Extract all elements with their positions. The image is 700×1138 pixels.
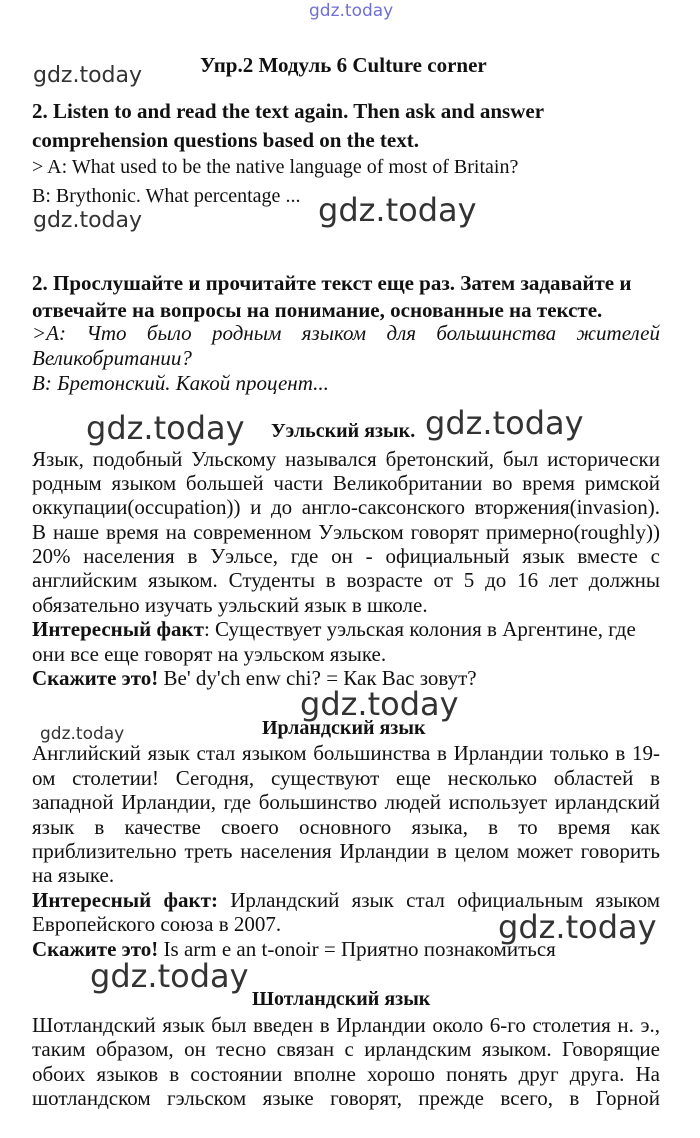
watermark: gdz.today bbox=[40, 724, 125, 744]
irish-line: Английский язык стал языком большинства в Ирландии только в 19- bbox=[32, 741, 660, 765]
english-task-line-2: comprehension questions based on the text. bbox=[32, 128, 419, 152]
welsh-line: оккупации(occupation)) и до англо-саксонского вторжения(invasion). bbox=[32, 495, 660, 519]
irish-fact bbox=[32, 888, 660, 913]
watermark: gdz.today bbox=[300, 685, 459, 723]
irish-line: западной Ирландии, где большинство людей использует ирландский bbox=[32, 790, 660, 814]
watermark: gdz.today bbox=[33, 208, 143, 233]
page-title: Упр.2 Модуль 6 Culture corner bbox=[200, 53, 487, 77]
welsh-line: родным языком большей части Великобритании во время римской bbox=[32, 471, 660, 495]
welsh-say-text: Be' dy'ch enw chi? = Как Вас зовут? bbox=[158, 666, 477, 690]
irish-fact-text: Ирландский язык стал официальным языком bbox=[217, 888, 660, 912]
welsh-line: 20% населения в Уэльсе, где он - официальный язык вместе с bbox=[32, 544, 660, 568]
welsh-fact-label: Интересный факт bbox=[32, 617, 204, 641]
english-task-line-1: 2. Listen to and read the text again. Then ask and answer bbox=[32, 99, 545, 123]
irish-say-text: Is arm e an t-onoir = Приятно познакомиться bbox=[158, 937, 556, 961]
russian-task-line-1: 2. Прослушайте и прочитайте текст еще раз. Затем задавайте и bbox=[32, 271, 632, 295]
watermark: gdz.today bbox=[498, 908, 657, 946]
scottish-line: таким образом, он тесно связан с ирландским языком. Говорящие bbox=[32, 1037, 660, 1061]
watermark: gdz.today bbox=[425, 404, 584, 442]
irish-line: на языке. bbox=[32, 863, 115, 887]
welsh-fact-line-2: они все еще говорят на уэльском языке. bbox=[32, 642, 387, 666]
scottish-title: Шотландский язык bbox=[252, 988, 431, 1010]
welsh-title: Уэльский язык. bbox=[271, 420, 416, 442]
scottish-line: Шотландский язык был введен в Ирландии около 6-го столетия н. э., bbox=[32, 1013, 660, 1037]
russian-line-a-2: Великобритании? bbox=[32, 346, 192, 370]
irish-title: Ирландский язык bbox=[262, 717, 426, 739]
russian-line-b: В: Бретонский. Какой процент... bbox=[32, 371, 329, 395]
watermark-top: gdz.today bbox=[309, 1, 394, 21]
watermark: gdz.today bbox=[318, 191, 477, 229]
welsh-line: обязательно изучать уэльский язык в школе. bbox=[32, 593, 428, 617]
irish-say-label: Скажите это! bbox=[32, 937, 159, 961]
irish-line: ом столетии! Сегодня, существуют еще несколько областей в bbox=[32, 766, 660, 790]
irish-fact-line-2: Европейского союза в 2007. bbox=[32, 912, 282, 936]
watermark: gdz.today bbox=[90, 957, 249, 995]
welsh-say-label: Скажите это! bbox=[32, 666, 159, 690]
irish-line: приблизительно треть населения Ирландии в целом может говорить bbox=[32, 839, 660, 863]
irish-say bbox=[32, 937, 556, 962]
scottish-line: обоих языков в состоянии вполне хорошо понять друг друга. На bbox=[32, 1062, 660, 1086]
scottish-line: шотландском гэльском языке говорят, прежде всего, в Горной bbox=[32, 1086, 660, 1110]
watermark: gdz.today bbox=[33, 63, 143, 88]
welsh-say bbox=[32, 666, 477, 691]
irish-line: язык в качестве своего основного языка, в то время как bbox=[32, 815, 660, 839]
english-line-b: B: Brythonic. What percentage ... bbox=[32, 185, 301, 207]
welsh-line: английским языком. Студенты в возрасте от 5 до 16 лет должны bbox=[32, 568, 660, 592]
welsh-fact-text: : Существует уэльская колония в Аргентине, где bbox=[203, 617, 636, 641]
welsh-line: В наше время на современном Уэльском говорят примерно(roughly)) bbox=[32, 520, 660, 544]
welsh-line: Язык, подобный Ульскому назывался бретонский, был исторически bbox=[32, 447, 660, 471]
russian-task-line-2: отвечайте на вопросы на понимание, основанные на тексте. bbox=[32, 298, 603, 322]
welsh-fact bbox=[32, 617, 636, 642]
english-line-a: > A: What used to be the native language of most of Britain? bbox=[32, 156, 519, 178]
watermark: gdz.today bbox=[86, 409, 245, 447]
irish-fact-label: Интересный факт: bbox=[32, 888, 218, 912]
russian-line-a-1: >A: Что было родным языком для большинства жителей bbox=[32, 321, 660, 345]
